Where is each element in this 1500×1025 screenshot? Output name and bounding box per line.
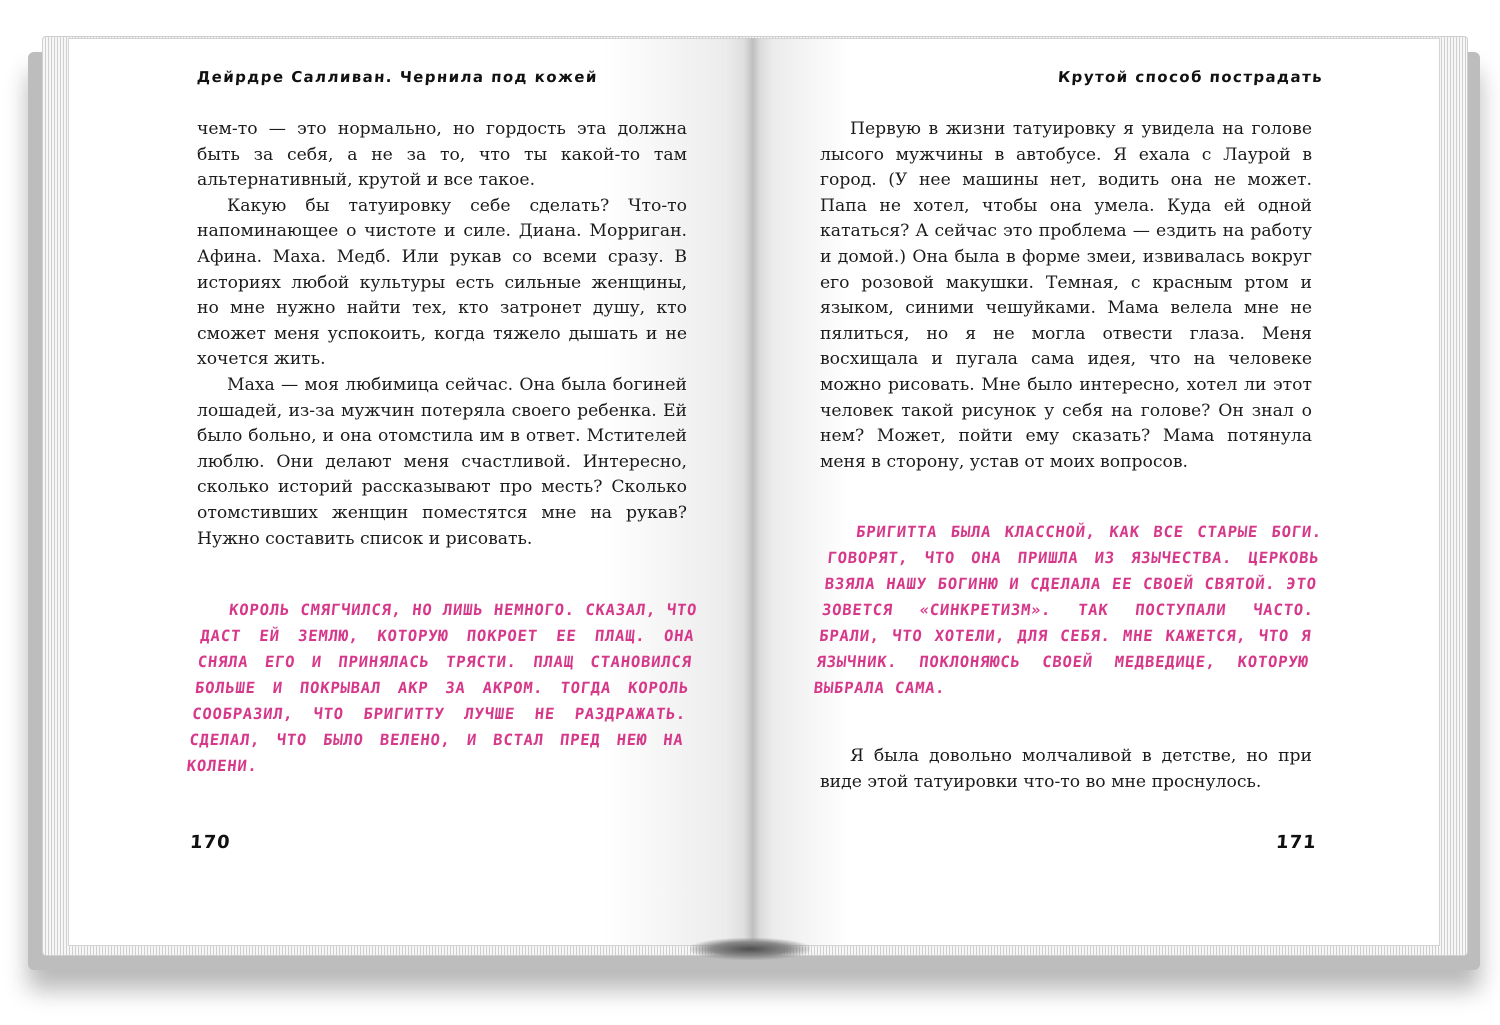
spine-fold xyxy=(690,938,810,960)
right-closing-text xyxy=(820,744,1312,795)
running-head-right: Крутой способ пострадать xyxy=(1057,68,1324,86)
paragraph: Я была довольно молчаливой в детстве, но при виде этой татуировки что-то во мне проснулось. xyxy=(820,746,1312,792)
running-head-left: Дейрдре Салливан. Чернила под кожей xyxy=(196,68,599,86)
paragraph: Маха — моя любимица сейчас. Она была богиней лошадей, из-за мужчин потеряла своего ребенка. Ей было больно, и она отомстила им в ответ. Мстителей люблю. Они делают меня счастливой. Интересно, сколько историй рассказывают про месть? Сколько отомстивших женщин поместятся мне на рукав? Нужно составить список и рисовать. xyxy=(197,374,687,549)
left-body-text xyxy=(197,117,687,552)
handwritten-text: КОРОЛЬ СМЯГЧИЛСЯ, НО ЛИШЬ НЕМНОГО. СКАЗАЛ, ЧТО ДАСТ ЕЙ ЗЕМЛЮ, КОТОРУЮ ПОКРОЕТ ЕЕ ПЛАЩ. ОНА СНЯЛА ЕГО И ПРИНЯЛАСЬ ТРЯСТИ. ПЛАЩ СТАНОВИЛСЯ БОЛЬШЕ И ПОКРЫВАЛ АКР ЗА АКРОМ. ТОГДА КОРОЛЬ СООБРАЗИЛ, ЧТО БРИГИТТУ ЛУЧШЕ НЕ РАЗДРАЖАТЬ. СДЕЛАЛ, ЧТО БЫЛО ВЕЛЕНО, И ВСТАЛ ПРЕД НЕЮ НА КОЛЕНИ. xyxy=(185,601,699,775)
spine-shadow xyxy=(744,38,760,948)
page-number-left: 170 xyxy=(189,832,232,853)
handwritten-text: БРИГИТТА БЫЛА КЛАССНОЙ, КАК ВСЕ СТАРЫЕ БОГИ. ГОВОРЯТ, ЧТО ОНА ПРИШЛА ИЗ ЯЗЫЧЕСТВА. ЦЕРКОВЬ ВЗЯЛА НАШУ БОГИНЮ И СДЕЛАЛА ЕЕ СВОЕЙ СВЯТОЙ. ЭТО ЗОВЕТСЯ «СИНКРЕТИЗМ». ТАК ПОСТУПАЛИ ЧАСТО. БРАЛИ, ЧТО ХОТЕЛИ, ДЛЯ СЕБЯ. МНЕ КАЖЕТСЯ, ЧТО Я ЯЗЫЧНИК. ПОКЛОНЯЮСЬ СВОЕЙ МЕДВЕДИЦЕ, КОТОРУЮ ВЫБРАЛА САМА. xyxy=(812,523,1324,697)
page-number-right: 171 xyxy=(1275,832,1318,853)
right-body-text xyxy=(820,117,1312,475)
paragraph: Какую бы татуировку себе сделать? Что-то напоминающее о чистоте и силе. Диана. Морриган. Афина. Маха. Медб. Или рукав со всеми сразу. В историях любой культуры есть сильные женщины, но мне нужно найти тех, кто затронет душу, кто сможет меня успокоить, когда тяжело дышать и не хочется жить. xyxy=(197,195,687,370)
paragraph: Первую в жизни татуировку я увидела на голове лысого мужчины в автобусе. Я ехала с Лаурой в город. (У нее машины нет, водить она не может. Папа не хотел, чтобы она умела. Куда ей одной кататься? А сейчас это проблема — ездить на работу и домой.) Она была в форме змеи, извивалась вокруг его розовой макушки. Темная, с красным ртом и языком, синими чешуйками. Мама велела мне не пялиться, но я не могла отвести глаза. Меня восхищала и пугала сама идея, что на человеке можно рисовать. Мне было интересно, хотел ли этот человек такой рисунок у себя на голове? Он знал о нем? Может, пойти ему сказать? Мама потянула меня в сторону, устав от моих вопросов. xyxy=(820,119,1312,472)
handwritten-passage-right xyxy=(812,519,1323,701)
handwritten-passage-left xyxy=(185,597,698,779)
paragraph: чем-то — это нормально, но гордость эта должна быть за себя, а не за то, что ты какой-то там альтернативный, крутой и все такое. xyxy=(197,119,687,191)
